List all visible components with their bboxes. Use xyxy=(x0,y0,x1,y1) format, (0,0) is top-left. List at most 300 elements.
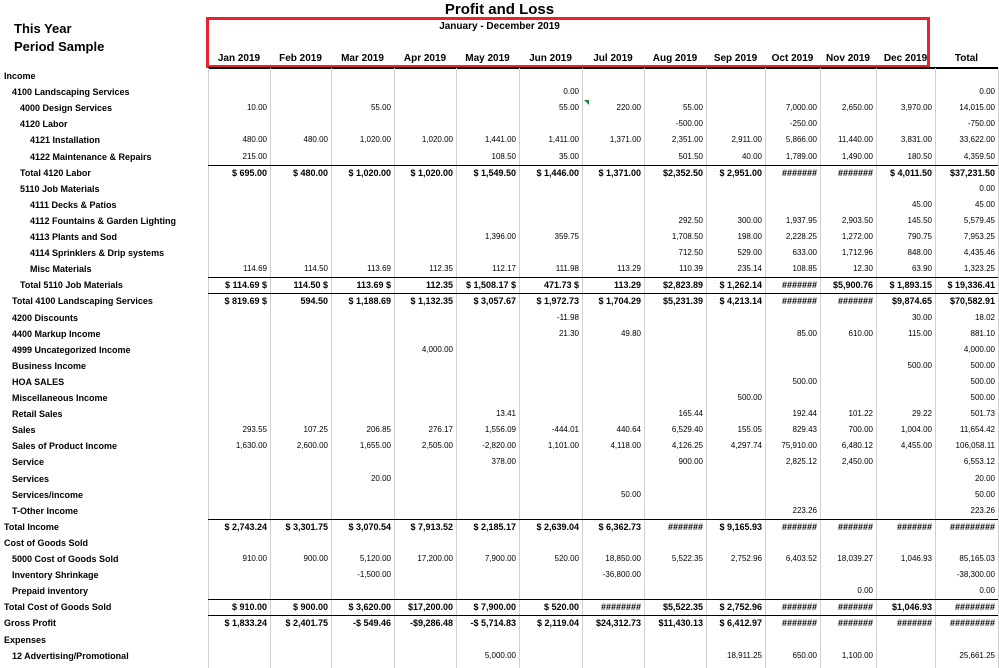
table-cell[interactable]: 2,903.50 xyxy=(841,215,873,225)
table-cell[interactable] xyxy=(458,374,516,390)
table-cell[interactable]: $1,046.93 xyxy=(891,602,932,613)
table-cell[interactable]: 114.50 xyxy=(304,264,328,274)
table-cell[interactable]: 29.22 xyxy=(911,409,932,419)
table-cell[interactable]: 45.00 xyxy=(911,199,932,209)
table-cell[interactable]: 7,953.25 xyxy=(963,232,995,241)
table-cell[interactable] xyxy=(767,632,817,648)
table-cell[interactable]: ####### xyxy=(837,602,873,613)
table-cell[interactable]: 300.00 xyxy=(737,215,762,225)
table-cell[interactable]: $ 3,057.67 xyxy=(473,296,516,307)
table-cell[interactable] xyxy=(210,358,267,374)
table-cell[interactable] xyxy=(272,406,328,422)
table-cell[interactable]: 292.50 xyxy=(678,215,703,225)
table-cell[interactable]: 1,101.00 xyxy=(547,441,579,451)
table-cell[interactable] xyxy=(272,567,328,583)
table-cell[interactable] xyxy=(646,535,703,551)
table-cell[interactable]: 1,100.00 xyxy=(841,650,873,660)
table-cell[interactable]: 500.00 xyxy=(970,393,995,402)
table-cell[interactable]: 5,120.00 xyxy=(359,554,391,563)
table-cell[interactable]: 500.00 xyxy=(737,393,762,402)
table-cell[interactable] xyxy=(458,213,516,229)
table-cell[interactable]: 0.00 xyxy=(979,183,995,193)
table-cell[interactable]: 85.00 xyxy=(796,328,817,338)
table-cell[interactable] xyxy=(458,342,516,358)
table-cell[interactable]: ####### xyxy=(781,602,817,613)
table-cell[interactable] xyxy=(333,245,391,261)
table-cell[interactable]: 6,403.52 xyxy=(785,554,817,563)
table-cell[interactable] xyxy=(646,326,703,342)
table-cell[interactable] xyxy=(521,342,579,358)
table-cell[interactable] xyxy=(333,181,391,197)
table-cell[interactable]: 471.73 $ xyxy=(543,280,579,291)
table-cell[interactable]: $ 1,262.14 xyxy=(719,280,762,291)
table-cell[interactable]: -38,300.00 xyxy=(956,570,995,580)
table-cell[interactable]: 33,622.00 xyxy=(959,135,995,145)
table-cell[interactable]: 17,200.00 xyxy=(417,554,453,563)
table-cell[interactable]: 50.00 xyxy=(974,489,995,499)
table-cell[interactable] xyxy=(708,310,762,326)
table-cell[interactable] xyxy=(878,68,932,84)
table-cell[interactable] xyxy=(878,342,932,358)
table-cell[interactable]: 85,165.03 xyxy=(959,554,995,563)
table-cell[interactable]: 101.22 xyxy=(848,409,873,419)
table-cell[interactable] xyxy=(767,390,817,406)
table-cell[interactable]: $ 819.69 $ xyxy=(224,296,267,307)
table-cell[interactable]: 501.73 xyxy=(970,409,995,419)
table-cell[interactable] xyxy=(210,326,267,342)
table-cell[interactable]: -11.98 xyxy=(556,312,579,322)
table-cell[interactable] xyxy=(584,197,641,213)
table-cell[interactable] xyxy=(458,358,516,374)
table-cell[interactable]: 1,789.00 xyxy=(785,151,817,161)
table-cell[interactable]: $ 7,913.52 xyxy=(410,521,453,532)
table-cell[interactable] xyxy=(646,342,703,358)
table-cell[interactable]: 112.35 xyxy=(429,264,453,274)
table-cell[interactable] xyxy=(272,632,328,648)
table-cell[interactable] xyxy=(708,632,762,648)
table-cell[interactable]: 2,911.00 xyxy=(731,135,762,145)
table-cell[interactable] xyxy=(272,229,328,245)
table-cell[interactable] xyxy=(584,310,641,326)
table-cell[interactable] xyxy=(584,358,641,374)
table-cell[interactable]: 18,911.25 xyxy=(727,650,762,660)
table-cell[interactable]: ####### xyxy=(781,296,817,307)
table-cell[interactable]: $5,900.76 xyxy=(832,280,873,291)
table-cell[interactable]: $ 1,020.00 xyxy=(410,167,453,178)
table-cell[interactable] xyxy=(521,116,579,132)
table-cell[interactable]: 113.69 $ xyxy=(356,280,391,291)
table-cell[interactable]: 114.50 $ xyxy=(293,280,328,291)
table-cell[interactable] xyxy=(521,406,579,422)
table-cell[interactable] xyxy=(272,149,328,165)
table-cell[interactable] xyxy=(584,229,641,245)
table-cell[interactable]: 223.26 xyxy=(792,505,817,515)
table-cell[interactable] xyxy=(878,583,932,599)
table-cell[interactable]: 610.00 xyxy=(848,328,873,338)
table-cell[interactable] xyxy=(822,342,873,358)
table-cell[interactable]: 192.44 xyxy=(792,409,817,419)
table-cell[interactable] xyxy=(272,68,328,84)
table-cell[interactable] xyxy=(272,342,328,358)
table-cell[interactable]: 4,000.00 xyxy=(963,344,995,354)
table-cell[interactable] xyxy=(333,374,391,390)
table-cell[interactable]: 18,850.00 xyxy=(605,554,641,563)
table-cell[interactable] xyxy=(646,648,703,664)
table-cell[interactable]: 2,752.96 xyxy=(730,554,762,563)
table-cell[interactable] xyxy=(646,310,703,326)
table-cell[interactable]: -250.00 xyxy=(789,119,817,129)
table-cell[interactable]: $70,582.91 xyxy=(949,296,995,307)
table-cell[interactable]: ####### xyxy=(837,167,873,178)
table-cell[interactable]: $ 3,070.54 xyxy=(348,521,391,532)
table-cell[interactable] xyxy=(708,326,762,342)
table-cell[interactable] xyxy=(767,84,817,100)
table-cell[interactable]: 10.00 xyxy=(246,103,267,113)
table-cell[interactable]: 145.50 xyxy=(907,215,932,225)
table-cell[interactable]: 4,126.25 xyxy=(671,441,703,451)
table-cell[interactable]: 700.00 xyxy=(848,425,873,435)
table-cell[interactable]: 633.00 xyxy=(792,248,817,258)
table-cell[interactable] xyxy=(584,535,641,551)
table-cell[interactable] xyxy=(333,648,391,664)
table-cell[interactable] xyxy=(708,454,762,470)
table-cell[interactable] xyxy=(333,406,391,422)
table-cell[interactable] xyxy=(878,535,932,551)
table-cell[interactable] xyxy=(822,358,873,374)
table-cell[interactable] xyxy=(708,374,762,390)
table-cell[interactable] xyxy=(396,487,453,503)
table-cell[interactable]: 25,661.25 xyxy=(959,650,995,660)
table-cell[interactable] xyxy=(584,213,641,229)
table-cell[interactable] xyxy=(822,181,873,197)
table-cell[interactable] xyxy=(333,116,391,132)
table-cell[interactable] xyxy=(396,358,453,374)
table-cell[interactable] xyxy=(878,567,932,583)
table-cell[interactable]: -$ 549.46 xyxy=(352,618,391,629)
table-cell[interactable]: 215.00 xyxy=(242,151,267,161)
table-cell[interactable]: 4,118.00 xyxy=(610,441,641,451)
table-cell[interactable] xyxy=(333,149,391,165)
table-cell[interactable]: $37,231.50 xyxy=(949,167,995,178)
table-cell[interactable] xyxy=(646,390,703,406)
table-cell[interactable]: $ 4,213.14 xyxy=(719,296,762,307)
table-cell[interactable]: 910.00 xyxy=(242,554,267,563)
table-cell[interactable]: 114.69 xyxy=(243,264,267,274)
table-cell[interactable] xyxy=(272,84,328,100)
table-cell[interactable] xyxy=(767,583,817,599)
table-cell[interactable] xyxy=(646,68,703,84)
table-cell[interactable] xyxy=(396,84,453,100)
table-cell[interactable] xyxy=(458,390,516,406)
table-cell[interactable]: 2,351.00 xyxy=(671,135,703,145)
table-cell[interactable] xyxy=(584,149,641,165)
table-cell[interactable] xyxy=(708,68,762,84)
table-cell[interactable] xyxy=(272,487,328,503)
table-cell[interactable] xyxy=(210,406,267,422)
table-cell[interactable] xyxy=(333,503,391,519)
table-cell[interactable] xyxy=(210,567,267,583)
table-cell[interactable] xyxy=(708,503,762,519)
table-cell[interactable]: $ 2,401.75 xyxy=(285,618,328,629)
table-cell[interactable] xyxy=(521,181,579,197)
table-cell[interactable] xyxy=(458,632,516,648)
table-cell[interactable]: $ 1,446.00 xyxy=(536,167,579,178)
table-cell[interactable]: 6,553.12 xyxy=(963,457,995,467)
table-cell[interactable] xyxy=(396,471,453,487)
table-cell[interactable]: 1,712.96 xyxy=(841,248,873,258)
table-cell[interactable] xyxy=(272,181,328,197)
table-cell[interactable]: 50.00 xyxy=(620,489,641,499)
table-cell[interactable]: -750.00 xyxy=(967,119,995,129)
table-cell[interactable] xyxy=(708,583,762,599)
table-cell[interactable]: 440.64 xyxy=(616,425,641,435)
table-cell[interactable] xyxy=(646,471,703,487)
table-cell[interactable]: 1,708.50 xyxy=(671,232,703,241)
table-cell[interactable] xyxy=(937,632,995,648)
table-cell[interactable]: 35.00 xyxy=(558,151,579,161)
table-cell[interactable] xyxy=(396,213,453,229)
table-cell[interactable] xyxy=(272,535,328,551)
table-cell[interactable]: 2,505.00 xyxy=(421,441,453,451)
table-cell[interactable] xyxy=(458,535,516,551)
table-cell[interactable]: 1,937.95 xyxy=(785,215,817,225)
table-cell[interactable] xyxy=(767,487,817,503)
table-cell[interactable] xyxy=(822,632,873,648)
table-cell[interactable] xyxy=(458,326,516,342)
table-cell[interactable] xyxy=(767,310,817,326)
table-cell[interactable]: 115.00 xyxy=(908,328,932,338)
table-cell[interactable] xyxy=(210,487,267,503)
table-cell[interactable] xyxy=(767,535,817,551)
table-cell[interactable] xyxy=(708,197,762,213)
table-cell[interactable]: ######## xyxy=(954,602,995,613)
table-cell[interactable]: $ 3,620.00 xyxy=(348,602,391,613)
table-cell[interactable]: 1,020.00 xyxy=(359,135,391,145)
table-cell[interactable]: 113.69 xyxy=(367,264,391,274)
table-cell[interactable]: 1,396.00 xyxy=(484,232,516,241)
table-cell[interactable] xyxy=(521,197,579,213)
table-cell[interactable]: 108.50 xyxy=(491,151,516,161)
table-cell[interactable] xyxy=(521,648,579,664)
table-cell[interactable] xyxy=(822,487,873,503)
table-cell[interactable] xyxy=(458,197,516,213)
table-cell[interactable]: 55.00 xyxy=(370,103,391,113)
table-cell[interactable] xyxy=(396,116,453,132)
table-cell[interactable] xyxy=(822,84,873,100)
table-cell[interactable] xyxy=(333,583,391,599)
table-cell[interactable] xyxy=(584,454,641,470)
table-cell[interactable]: $ 520.00 xyxy=(543,602,579,613)
table-cell[interactable] xyxy=(584,503,641,519)
table-cell[interactable] xyxy=(521,454,579,470)
table-cell[interactable]: 594.50 xyxy=(300,296,328,307)
table-cell[interactable]: 13.41 xyxy=(495,409,516,419)
table-cell[interactable] xyxy=(333,84,391,100)
table-cell[interactable]: 501.50 xyxy=(678,151,703,161)
table-cell[interactable]: $2,823.89 xyxy=(662,280,703,291)
table-cell[interactable]: $ 1,132.35 xyxy=(410,296,453,307)
table-cell[interactable]: $5,522.35 xyxy=(662,602,703,613)
table-cell[interactable]: 1,630.00 xyxy=(235,441,267,451)
table-cell[interactable]: ####### xyxy=(781,280,817,291)
table-cell[interactable] xyxy=(458,583,516,599)
table-cell[interactable] xyxy=(333,213,391,229)
table-cell[interactable] xyxy=(521,390,579,406)
table-cell[interactable] xyxy=(210,68,267,84)
table-cell[interactable] xyxy=(822,116,873,132)
table-cell[interactable] xyxy=(333,310,391,326)
table-cell[interactable] xyxy=(210,245,267,261)
table-cell[interactable]: 359.75 xyxy=(554,232,579,241)
table-cell[interactable]: 4,455.00 xyxy=(900,441,932,451)
table-cell[interactable]: 45.00 xyxy=(974,199,995,209)
table-cell[interactable]: 4,000.00 xyxy=(421,344,453,354)
table-cell[interactable] xyxy=(210,342,267,358)
table-cell[interactable] xyxy=(822,567,873,583)
table-cell[interactable]: ######### xyxy=(949,521,995,532)
table-cell[interactable] xyxy=(646,487,703,503)
table-cell[interactable]: $ 2,639.04 xyxy=(536,521,579,532)
table-cell[interactable]: 2,600.00 xyxy=(296,441,328,451)
table-cell[interactable] xyxy=(521,471,579,487)
table-cell[interactable]: $ 910.00 xyxy=(231,602,267,613)
table-cell[interactable] xyxy=(272,390,328,406)
table-cell[interactable]: 5,579.45 xyxy=(963,215,995,225)
table-cell[interactable] xyxy=(708,358,762,374)
table-cell[interactable]: $17,200.00 xyxy=(407,602,453,613)
table-cell[interactable] xyxy=(584,342,641,358)
table-cell[interactable]: $ 114.69 $ xyxy=(224,280,267,291)
table-cell[interactable]: 1,490.00 xyxy=(841,151,873,161)
table-cell[interactable] xyxy=(210,310,267,326)
table-cell[interactable] xyxy=(584,245,641,261)
table-cell[interactable]: 12.30 xyxy=(852,264,873,274)
table-cell[interactable]: 480.00 xyxy=(242,135,267,145)
table-cell[interactable] xyxy=(822,374,873,390)
table-cell[interactable] xyxy=(333,358,391,374)
table-cell[interactable] xyxy=(584,181,641,197)
table-cell[interactable]: 155.05 xyxy=(737,425,762,435)
table-cell[interactable] xyxy=(396,406,453,422)
table-cell[interactable] xyxy=(521,583,579,599)
table-cell[interactable]: ####### xyxy=(837,521,873,532)
table-cell[interactable] xyxy=(822,197,873,213)
table-cell[interactable]: 0.00 xyxy=(979,586,995,596)
table-cell[interactable] xyxy=(708,181,762,197)
table-cell[interactable] xyxy=(396,245,453,261)
table-cell[interactable] xyxy=(458,567,516,583)
table-cell[interactable] xyxy=(646,84,703,100)
table-cell[interactable]: $ 1,549.50 xyxy=(473,167,516,178)
table-cell[interactable]: 1,046.93 xyxy=(900,554,932,563)
table-cell[interactable]: 0.00 xyxy=(857,586,873,596)
table-cell[interactable] xyxy=(272,358,328,374)
table-cell[interactable] xyxy=(396,648,453,664)
table-cell[interactable]: 106,058.11 xyxy=(955,441,995,451)
table-cell[interactable] xyxy=(333,632,391,648)
table-cell[interactable]: ####### xyxy=(837,296,873,307)
table-cell[interactable]: 3,970.00 xyxy=(900,103,932,113)
table-cell[interactable] xyxy=(333,68,391,84)
table-cell[interactable] xyxy=(210,471,267,487)
table-cell[interactable] xyxy=(210,390,267,406)
table-cell[interactable]: $ 6,412.97 xyxy=(719,618,762,629)
table-cell[interactable]: -$ 5,714.83 xyxy=(470,618,516,629)
table-cell[interactable]: 6,529.40 xyxy=(671,425,703,435)
table-cell[interactable] xyxy=(333,342,391,358)
table-cell[interactable] xyxy=(708,567,762,583)
table-cell[interactable] xyxy=(878,181,932,197)
table-cell[interactable]: 75,910.00 xyxy=(781,441,817,451)
table-cell[interactable]: $ 2,185.17 xyxy=(473,521,516,532)
table-cell[interactable]: $ 1,020.00 xyxy=(348,167,391,178)
table-cell[interactable] xyxy=(210,229,267,245)
table-cell[interactable] xyxy=(396,229,453,245)
table-cell[interactable] xyxy=(708,116,762,132)
table-cell[interactable] xyxy=(272,503,328,519)
table-cell[interactable]: $ 2,951.00 xyxy=(719,167,762,178)
table-cell[interactable] xyxy=(272,326,328,342)
table-cell[interactable] xyxy=(396,583,453,599)
table-cell[interactable]: 500.00 xyxy=(792,376,817,386)
table-cell[interactable] xyxy=(210,84,267,100)
table-cell[interactable] xyxy=(878,390,932,406)
table-cell[interactable] xyxy=(708,471,762,487)
table-cell[interactable] xyxy=(646,567,703,583)
table-cell[interactable]: $ 695.00 xyxy=(231,167,267,178)
table-cell[interactable]: $ 2,752.96 xyxy=(719,602,762,613)
table-cell[interactable] xyxy=(937,535,995,551)
table-cell[interactable]: $ 4,011.50 xyxy=(889,167,932,178)
table-cell[interactable] xyxy=(458,487,516,503)
table-cell[interactable]: -444.01 xyxy=(551,425,579,435)
table-cell[interactable]: $ 1,833.24 xyxy=(224,618,267,629)
table-cell[interactable] xyxy=(822,503,873,519)
table-cell[interactable] xyxy=(646,358,703,374)
table-cell[interactable] xyxy=(767,471,817,487)
table-cell[interactable]: 198.00 xyxy=(737,232,762,241)
table-cell[interactable] xyxy=(708,535,762,551)
table-cell[interactable]: 40.00 xyxy=(741,151,762,161)
table-cell[interactable]: ####### xyxy=(837,618,873,629)
table-cell[interactable]: ####### xyxy=(781,521,817,532)
table-cell[interactable]: 7,000.00 xyxy=(785,103,817,113)
table-cell[interactable] xyxy=(210,197,267,213)
table-cell[interactable] xyxy=(396,197,453,213)
table-cell[interactable] xyxy=(333,229,391,245)
table-cell[interactable]: $ 2,743.24 xyxy=(224,521,267,532)
table-cell[interactable]: 2,228.25 xyxy=(785,232,817,241)
table-cell[interactable] xyxy=(708,100,762,116)
table-cell[interactable] xyxy=(521,503,579,519)
table-cell[interactable] xyxy=(333,390,391,406)
table-cell[interactable]: 18.02 xyxy=(974,312,995,322)
table-cell[interactable] xyxy=(584,583,641,599)
table-cell[interactable]: $ 1,371.00 xyxy=(598,167,641,178)
table-cell[interactable]: $9,874.65 xyxy=(891,296,932,307)
table-cell[interactable]: $ 480.00 xyxy=(292,167,328,178)
table-cell[interactable] xyxy=(210,213,267,229)
table-cell[interactable]: 30.00 xyxy=(911,312,932,322)
table-cell[interactable]: 220.00 xyxy=(616,103,641,113)
table-cell[interactable] xyxy=(272,197,328,213)
table-cell[interactable] xyxy=(272,213,328,229)
table-cell[interactable]: 63.90 xyxy=(911,264,932,274)
table-cell[interactable]: 110.39 xyxy=(679,264,703,274)
table-cell[interactable]: -2,820.00 xyxy=(482,441,516,451)
table-cell[interactable]: ######## xyxy=(600,602,641,613)
table-cell[interactable] xyxy=(584,471,641,487)
